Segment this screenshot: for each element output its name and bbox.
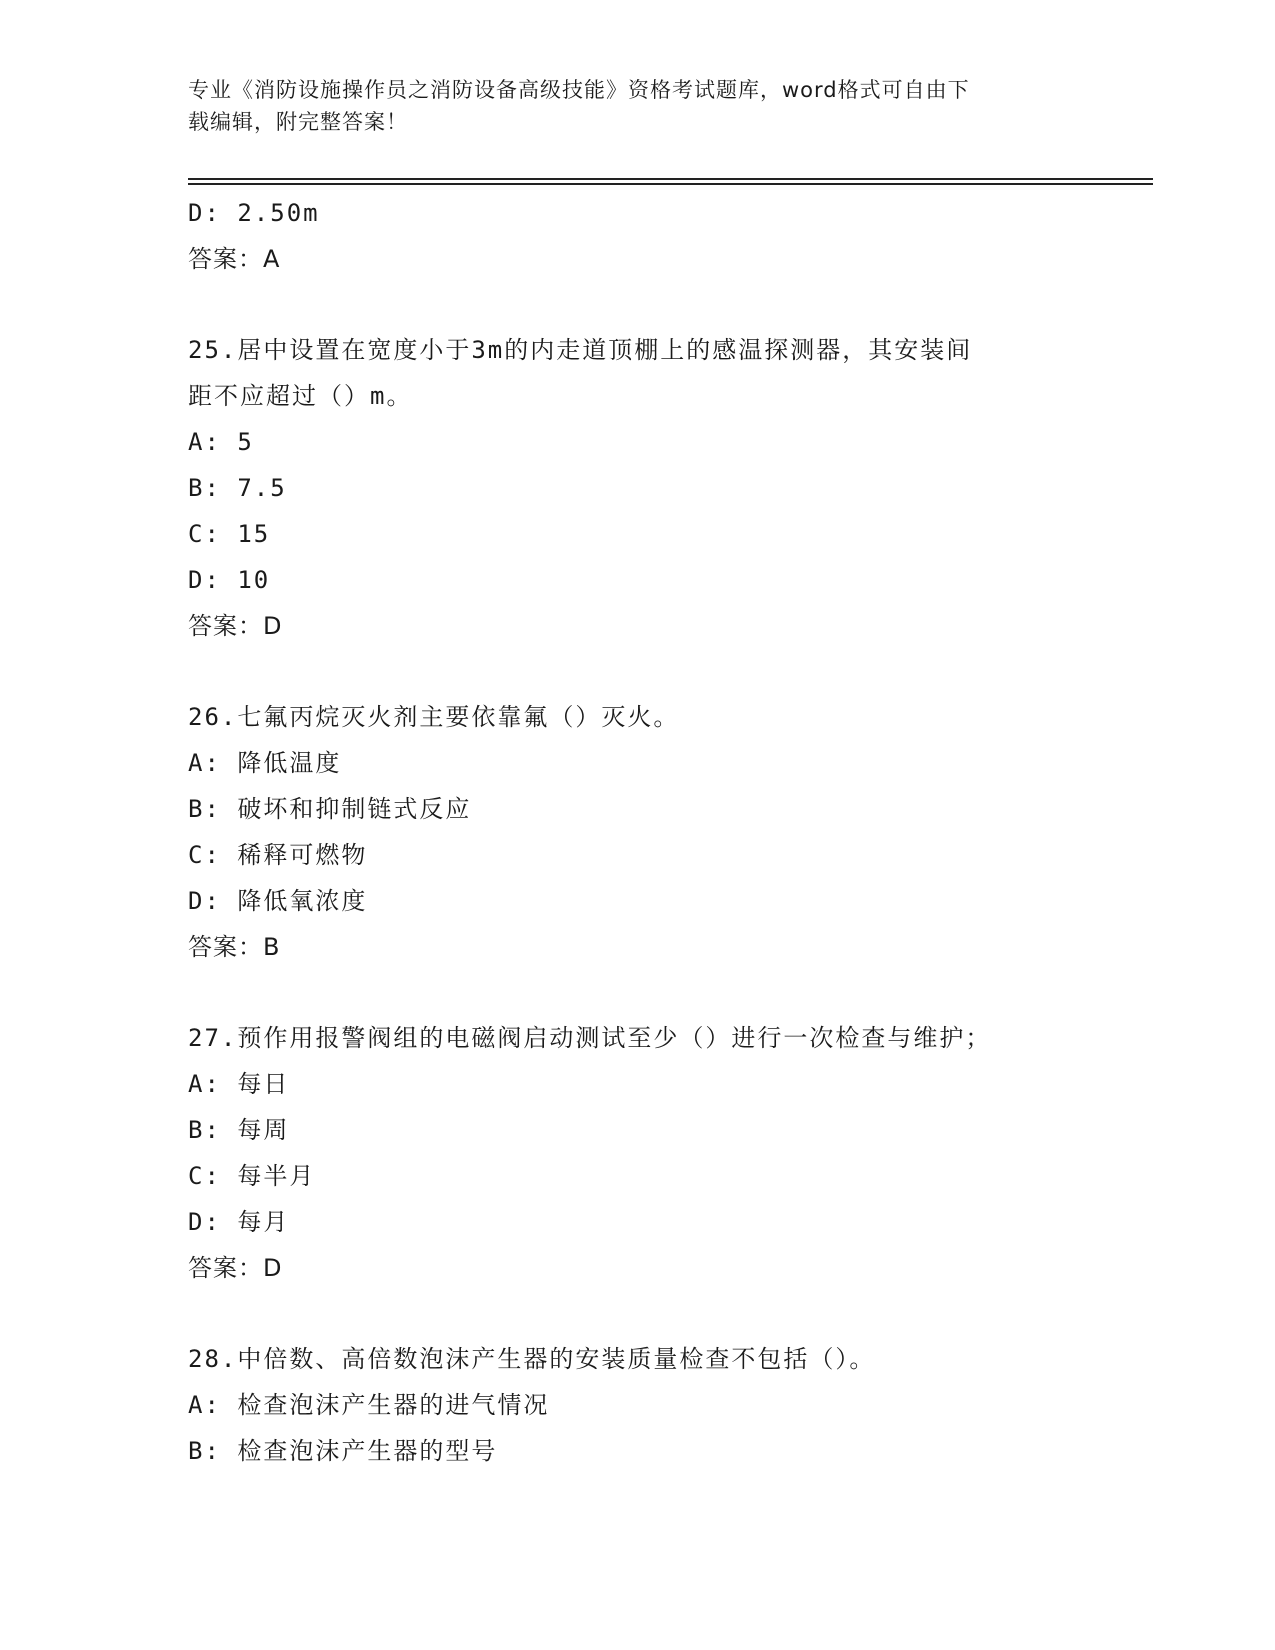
option-b: B: 检查泡沫产生器的型号 — [188, 1437, 498, 1465]
question-list — [188, 190, 1128, 1474]
option-a: A: 检查泡沫产生器的进气情况 — [188, 1391, 550, 1419]
spacer — [188, 970, 1128, 1015]
header-divider-top — [188, 178, 1153, 180]
question-stem: 27.预作用报警阀组的电磁阀启动测试至少（）进行一次检查与维护； — [188, 1024, 992, 1052]
option-b: B: 破坏和抑制链式反应 — [188, 795, 472, 823]
option-a: A: 5 — [188, 428, 254, 456]
answer: 答案：D — [188, 612, 283, 640]
option-a: A: 每日 — [188, 1070, 290, 1098]
option-c: C: 每半月 — [188, 1162, 316, 1190]
question-stem: 28.中倍数、高倍数泡沫产生器的安装质量检查不包括（）。 — [188, 1345, 876, 1373]
option-b: B: 7.5 — [188, 474, 287, 502]
header-line-1: 专业《消防设施操作员之消防设备高级技能》资格考试题库，word格式可自由下 — [188, 78, 970, 102]
option-c: C: 稀释可燃物 — [188, 841, 368, 869]
spacer — [188, 1291, 1128, 1336]
header-divider-bottom — [188, 183, 1153, 185]
option-d: D: 2.50m — [188, 199, 320, 227]
question-stem: 25.居中设置在宽度小于3m的内走道顶棚上的感温探测器，其安装间 — [188, 336, 973, 364]
question-stem-continued: 距不应超过（）m。 — [188, 382, 413, 410]
option-c: C: 15 — [188, 520, 271, 548]
header-line-2: 载编辑，附完整答案！ — [188, 110, 408, 134]
document-header — [188, 74, 1088, 138]
answer: 答案：A — [188, 245, 281, 273]
spacer — [188, 282, 1128, 327]
answer: 答案：D — [188, 1254, 283, 1282]
option-a: A: 降低温度 — [188, 749, 342, 777]
option-d: D: 每月 — [188, 1208, 290, 1236]
option-d: D: 10 — [188, 566, 271, 594]
spacer — [188, 649, 1128, 694]
option-d: D: 降低氧浓度 — [188, 887, 368, 915]
option-b: B: 每周 — [188, 1116, 290, 1144]
answer: 答案：B — [188, 933, 281, 961]
question-stem: 26.七氟丙烷灭火剂主要依靠氟（）灭火。 — [188, 703, 680, 731]
